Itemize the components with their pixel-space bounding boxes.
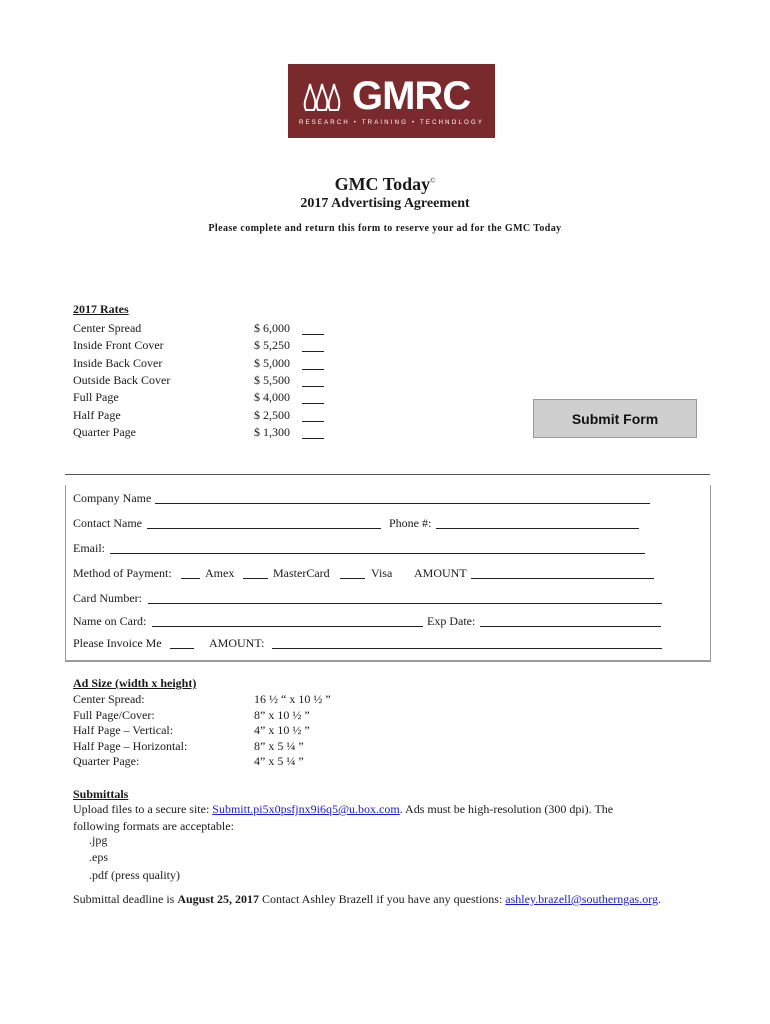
rate-select-line[interactable] <box>302 386 324 387</box>
company-field[interactable] <box>155 503 650 504</box>
deadline-text <box>73 891 661 908</box>
invoice-label: Please Invoice Me <box>73 636 162 650</box>
rate-row <box>73 373 333 390</box>
rate-row <box>73 356 333 373</box>
ad-size-dims: 8” x 5 ¼ ” <box>254 738 304 753</box>
format-item: .jpg <box>89 833 108 847</box>
amount-label: AMOUNT <box>414 566 467 580</box>
ad-size-name: Quarter Page: <box>73 754 140 769</box>
rate-name: Quarter Page <box>73 424 136 439</box>
upload-link[interactable]: Submitt.pi5x0psfjnx9i6q5@u.box.com <box>212 802 400 816</box>
formats-list <box>89 832 180 884</box>
invoice-checkbox[interactable] <box>170 648 194 649</box>
instructions: Please complete and return this form to reserve your ad for the GMC Today <box>208 223 562 234</box>
ad-size-name: Half Page – Horizontal: <box>73 738 188 753</box>
card-number-label: Card Number: <box>73 591 142 605</box>
ad-size-heading: Ad Size (width x height) <box>73 676 197 690</box>
submit-form-button[interactable]: Submit Form <box>533 399 697 438</box>
contact-tail: . <box>657 892 661 906</box>
rate-price: $ 5,250 <box>254 338 290 353</box>
rate-select-line[interactable] <box>302 421 324 422</box>
ad-size-row <box>73 723 473 739</box>
flame-icon <box>302 80 348 112</box>
name-on-card-field[interactable] <box>152 626 423 627</box>
exp-date-field[interactable] <box>480 626 661 627</box>
ad-size-row <box>73 739 473 755</box>
mastercard-label: MasterCard <box>273 566 330 580</box>
rate-price: $ 2,500 <box>254 407 290 422</box>
deadline-prefix: Submittal deadline is <box>73 892 175 906</box>
email-label: Email: <box>73 541 105 555</box>
visa-checkbox[interactable] <box>340 578 365 579</box>
invoice-amount-field[interactable] <box>272 648 662 649</box>
rate-price: $ 5,000 <box>254 355 290 370</box>
page-subtitle: 2017 Advertising Agreement <box>300 196 470 211</box>
upload-suffix: . Ads must be high-resolution (300 dpi). The <box>399 802 614 816</box>
name-on-card-label: Name on Card: <box>73 614 147 628</box>
rate-row <box>73 338 333 355</box>
rate-price: $ 4,000 <box>254 390 290 405</box>
contact-field[interactable] <box>147 528 381 529</box>
rate-select-line[interactable] <box>302 403 324 404</box>
ad-size-dims: 8” x 10 ½ ” <box>254 707 310 722</box>
ad-size-row <box>73 692 473 708</box>
phone-label: Phone #: <box>389 516 432 530</box>
deadline-date: August 25, 2017 <box>177 892 260 906</box>
submittals-heading: Submittals <box>73 787 129 801</box>
amex-checkbox[interactable] <box>181 578 200 579</box>
rate-select-line[interactable] <box>302 351 324 352</box>
rate-name: Full Page <box>73 390 119 405</box>
deadline-suffix: Contact Ashley Brazell if you have any questions: <box>262 892 503 906</box>
mastercard-checkbox[interactable] <box>243 578 268 579</box>
rate-name: Inside Back Cover <box>73 355 163 370</box>
upload-instructions <box>73 801 713 836</box>
ad-size-name: Full Page/Cover: <box>73 707 155 722</box>
ad-size-dims: 4” x 5 ¼ ” <box>254 754 304 769</box>
rate-select-line[interactable] <box>302 369 324 370</box>
page-title <box>0 174 770 195</box>
rate-row <box>73 425 333 442</box>
exp-date-label: Exp Date: <box>427 614 476 628</box>
rate-name: Inside Front Cover <box>73 338 164 353</box>
ad-size-dims: 16 ½ “ x 10 ½ ” <box>254 692 331 706</box>
phone-field[interactable] <box>436 528 639 529</box>
rate-row <box>73 390 333 407</box>
copyright-mark: © <box>430 177 436 185</box>
amex-label: Amex <box>205 566 235 580</box>
payment-method-label: Method of Payment: <box>73 566 172 580</box>
visa-label: Visa <box>371 566 393 580</box>
amount-field[interactable] <box>471 578 654 579</box>
rate-price: $ 1,300 <box>254 424 290 439</box>
rate-name: Half Page <box>73 407 121 422</box>
invoice-amount-label: AMOUNT: <box>209 636 265 650</box>
contact-email-link[interactable]: ashley.brazell@southerngas.org <box>505 892 658 906</box>
ad-size-row <box>73 708 473 724</box>
email-field[interactable] <box>110 553 645 554</box>
gmrc-logo <box>288 64 495 138</box>
rates-heading: 2017 Rates <box>73 302 129 316</box>
title-text: GMC Today <box>334 174 431 194</box>
rate-name: Outside Back Cover <box>73 372 171 387</box>
contact-label: Contact Name <box>73 516 142 530</box>
upload-line2: following formats are acceptable: <box>73 819 234 834</box>
format-item: .pdf (press quality) <box>89 867 180 882</box>
rate-row <box>73 408 333 425</box>
ad-size-name: Half Page – Vertical: <box>73 723 174 738</box>
rate-row <box>73 321 333 338</box>
format-item: .eps <box>89 850 108 865</box>
rate-select-line[interactable] <box>302 334 324 335</box>
card-number-field[interactable] <box>148 603 662 604</box>
rate-name: Center Spread <box>73 321 142 335</box>
ad-size-dims: 4” x 10 ½ ” <box>254 723 310 738</box>
section-divider <box>65 474 710 475</box>
ad-size-name: Center Spread: <box>73 692 145 706</box>
rate-price: $ 5,500 <box>254 372 290 387</box>
logo-brand: GMRC <box>352 74 471 118</box>
rate-select-line[interactable] <box>302 438 324 439</box>
logo-tagline: RESEARCH • TRAINING • TECHNOLOGY <box>298 120 485 126</box>
ad-size-row <box>73 754 473 770</box>
rate-price: $ 6,000 <box>254 321 290 335</box>
company-label: Company Name <box>73 491 152 505</box>
upload-prefix: Upload files to a secure site: <box>73 802 210 816</box>
